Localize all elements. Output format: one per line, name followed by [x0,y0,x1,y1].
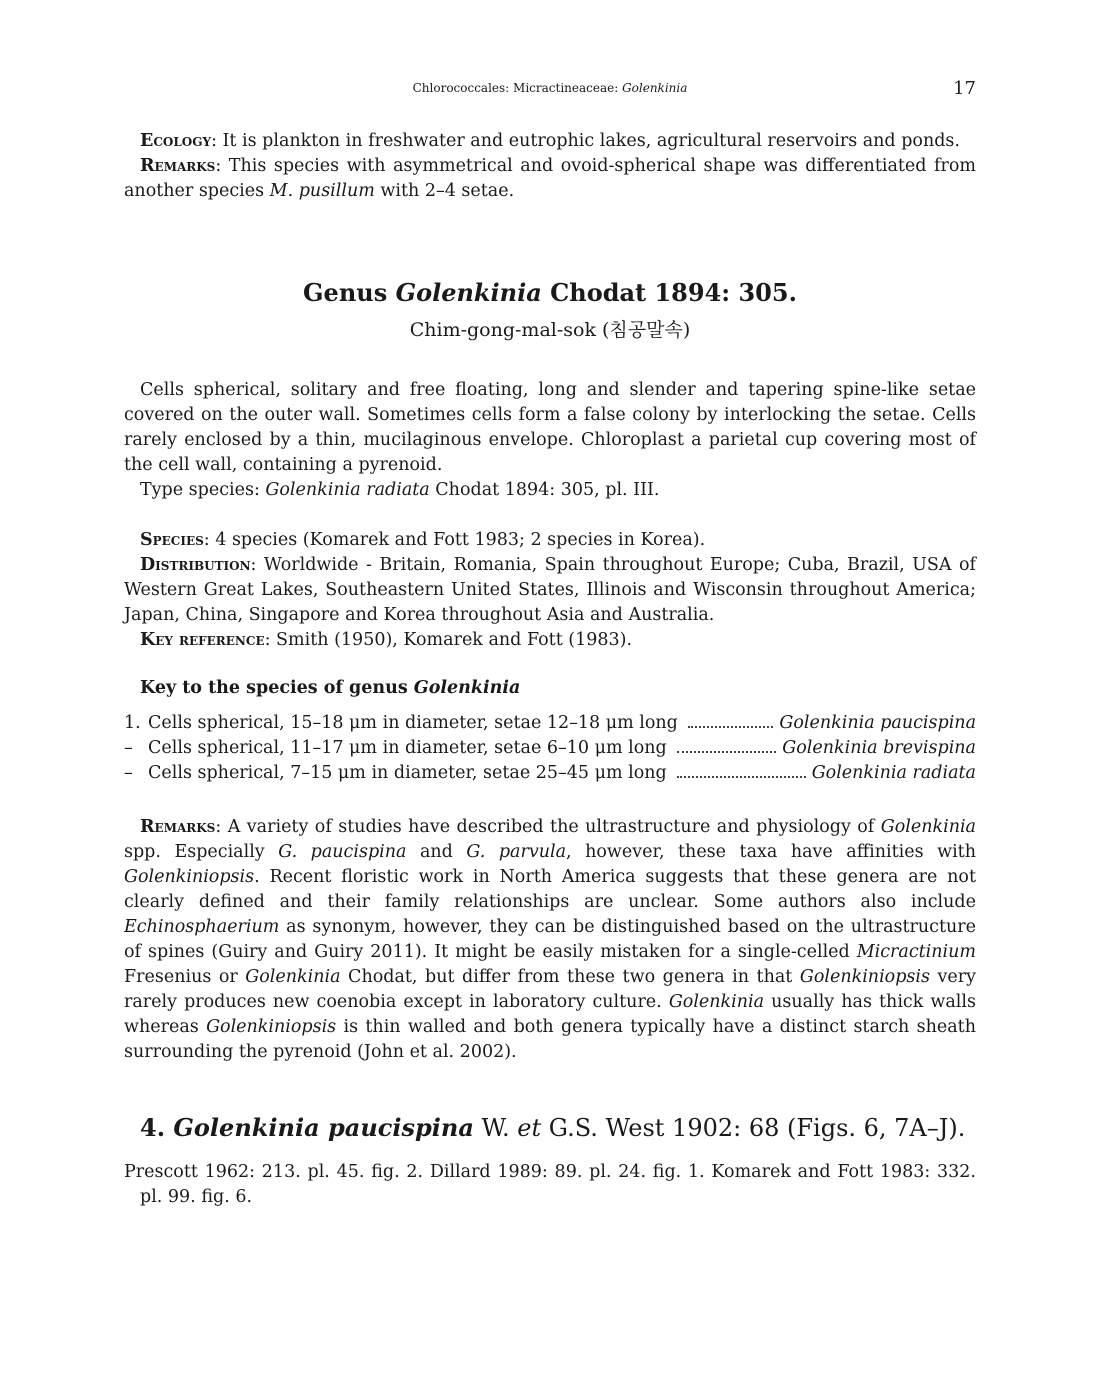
leader-dots [677,776,806,778]
remarks-paragraph: Remarks: This species with asymmetrical and ovoid-spherical shape was differentiated from another species M. pusillum with 2–4 setae. [124,156,976,201]
running-header [124,78,976,98]
species-key [124,678,976,786]
ecology-paragraph: Ecology: It is plankton in freshwater and eutrophic lakes, agricultural reservoirs and ponds. [140,131,960,151]
distribution-paragraph: Distribution: Worldwide - Britain, Romania, Spain throughout Europe; Cuba, Brazil, USA of Western Great Lakes, Southeastern United States, Illinois and Wisconsin throughout America; Japan, China, Singapore and Korea throughout Asia and Australia. [124,555,976,625]
description-paragraph: Cells spherical, solitary and free floating, long and slender and tapering spine-like setae covered on the outer wall. Sometimes cells form a false colony by interlocking the setae. Cells rarely enclosed by a thin, mucilaginous envelope. Chloroplast a parietal cup covering most of the cell wall, containing a pyrenoid. [124,380,976,475]
remarks-paragraph: Remarks: A variety of studies have described the ultrastructure and physiology of Golenkinia spp. Especially G. paucispina and G. parvula, however, these taxa have affinities with Golenkiniopsis. Recent floristic work in North America suggests that these genera are not clearly defined and their family relationships are unclear. Some authors also include Echinosphaerium as synonym, however, they can be distinguished based on the ultrastructure of spines (Guiry and Guiry 2011). It might be easily mistaken for a single-celled Micractinium Fresenius or Golenkinia Chodat, but differ from these two genera in that Golenkiniopsis very rarely produces new coenobia except in laboratory culture. Golenkinia usually has thick walls whereas Golenkiniopsis is thin walled and both genera typically have a distinct starch sheath surrounding the pyrenoid (John et al. 2002). [124,817,976,1062]
running-title: Chlorococcales: Micractineaceae: Golenkinia [412,81,688,95]
type-species: Type species: Golenkinia radiata Chodat 1894: 305, pl. III. [140,480,660,500]
key-row: – Cells spherical, 11–17 μm in diameter, setae 6–10 μm long Golenkinia brevispina [124,738,976,758]
key-title: Key to the species of genus Golenkinia [140,678,521,698]
genus-heading: Genus Golenkinia Chodat 1894: 305. [303,278,797,307]
leader-dots [677,751,777,753]
species-count: Species: 4 species (Komarek and Fott 1983; 2 species in Korea). [140,530,706,550]
key-reference: Key reference: Smith (1950), Komarek and Fott (1983). [140,630,633,650]
page-number: 17 [953,78,976,99]
genus-common-name: Chim-gong-mal-sok (침공말속) [409,319,691,341]
species-heading: 4. Golenkinia paucispina W. et G.S. West 1902: 68 (Figs. 6, 7A–J). [140,1113,966,1142]
species-entry [124,1113,976,1210]
key-row: – Cells spherical, 7–15 μm in diameter, setae 25–45 μm long Golenkinia radiata [124,763,976,783]
genus-description [124,378,976,503]
genus-remarks [124,815,976,1065]
ecology-remarks-section [124,129,976,204]
key-list [124,711,976,786]
species-references: Prescott 1962: 213. pl. 45. fig. 2. Dillard 1989: 89. pl. 24. fig. 1. Komarek and Fott 1983: 332. pl. 99. fig. 6. [124,1162,976,1207]
key-row: 1. Cells spherical, 15–18 μm in diameter, setae 12–18 μm long Golenkinia paucispina [124,713,976,733]
genus-heading-block [124,278,976,342]
genus-info [124,528,976,653]
leader-dots [688,726,774,728]
